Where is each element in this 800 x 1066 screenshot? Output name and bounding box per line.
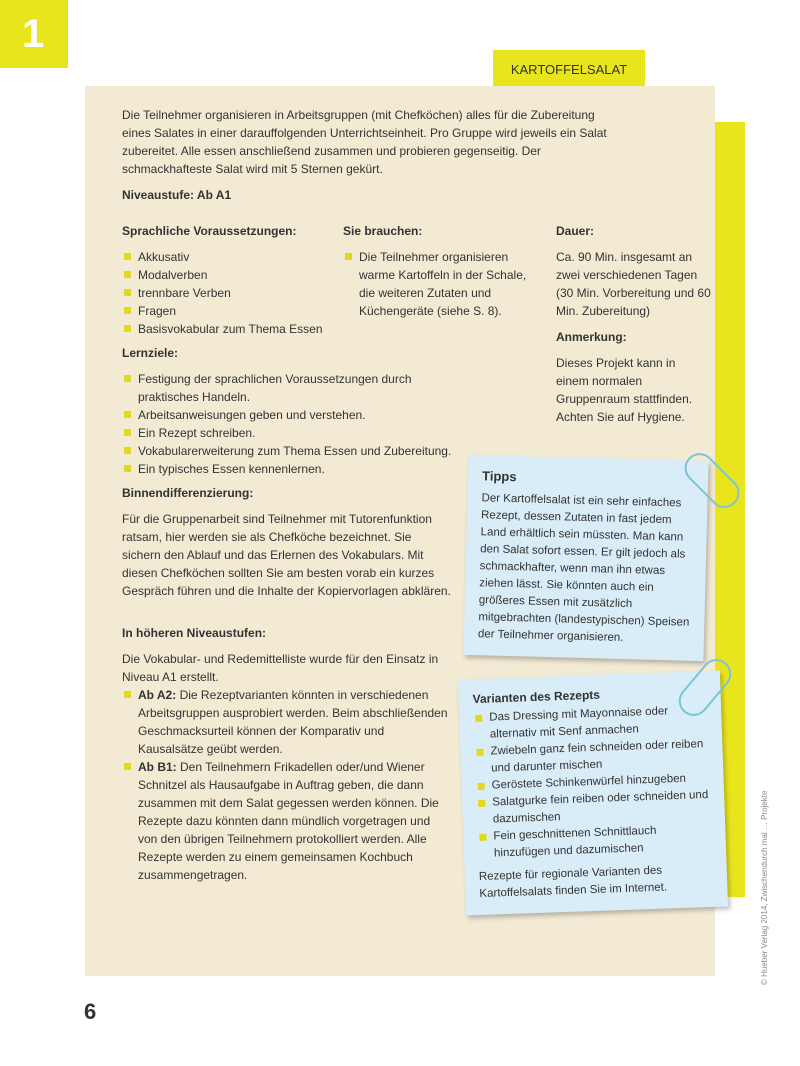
diff-section [122,484,452,600]
intro-text: Die Teilnehmer organisieren in Arbeitsgruppen (mit Chefköchen) alles für die Zubereitung eines Salates in einer darauffolgenden Unterrichtseinheit. Pro Gruppe wird jeweils ein Salat zubereitet. Alle essen anschließend zusammen und probieren gegenseitig. Der schmackhafteste Salat wird mit 5 Sternen gekürt. [122,108,607,176]
needs-section [343,222,543,320]
variants-heading: Varianten des Rezepts [472,687,601,707]
duration-section [556,222,711,426]
item-label: Ab A2: [138,688,177,702]
list-item: Ein Rezept schreiben. [122,424,457,442]
list-item: Modalverben [122,266,332,284]
duration-text: Ca. 90 Min. insgesamt an zwei verschiedenen Tagen (30 Min. Vorbereitung und 60 Min. Zubereitung) [556,250,711,318]
item-text: Die Rezeptvarianten könnten in verschiedenen Arbeitsgruppen ausprobiert werden. Beim abschließenden Geschmacksurteil können der Komparativ und Kausalsätze geübt werden. [138,688,448,756]
prereq-section [122,222,332,338]
list-item: trennbare Verben [122,284,332,302]
copyright: © Hueber Verlag 2014, Zwischendurch mal … Projekte [760,790,769,985]
goals-section [122,344,457,478]
prereq-heading: Sprachliche Voraussetzungen: [122,224,297,238]
list-item: Festigung der sprachlichen Voraussetzungen durch praktisches Handeln. [122,370,422,406]
tips-text: Der Kartoffelsalat ist ein sehr einfaches Rezept, dessen Zutaten in fast jedem Land erhältlich sein müssten. Man kann den Salat sofort essen. Er gilt jedoch als schmackhafter, wenn man ihn etwas ziehen lässt. Sie könnten auch ein größeres Essen mit zusätzlich mitgebrachten (landestypischen) Speisen der Teilnehmer organisieren. [477,492,690,645]
higher-heading: In höheren Niveaustufen: [122,626,267,640]
list-item: Fragen [122,302,332,320]
page-title: KARTOFFELSALAT [493,50,645,86]
list-item: Geröstete Schinkenwürfel hinzugeben [475,770,709,795]
diff-text: Für die Gruppenarbeit sind Teilnehmer mit Tutorenfunktion ratsam, hier werden sie als Chefköche bezeichnet. Sie sichern den Ablauf und das Erlernen des Vokabulars. Mit diesen Chefköchen sollten Sie am besten vorab ein kurzes Gespräch führen und die Inhalte der Kopiervorlagen abklären. [122,512,451,598]
variants-footer: Rezepte für regionale Varianten des Kartoffelsalats finden Sie im Internet. [478,864,668,901]
chapter-number: 1 [0,0,68,68]
page-number: 6 [84,999,97,1024]
higher-text: Die Vokabular- und Redemittelliste wurde für den Einsatz in Niveau A1 erstellt. [122,652,439,684]
tips-heading: Tipps [481,468,517,485]
list-item: Zwiebeln ganz fein schneiden oder reiben und darunter mischen [474,736,709,778]
item-label: Ab B1: [138,760,177,774]
higher-section [122,624,452,884]
list-item: Das Dressing mit Mayonnaise oder alternativ mit Senf anmachen [473,702,708,744]
diff-heading: Binnendifferenzierung: [122,486,254,500]
remark-heading: Anmerkung: [556,330,627,344]
list-item: Arbeitsanweisungen geben und verstehen. [122,406,457,424]
tips-note [463,455,708,661]
goals-heading: Lernziele: [122,346,179,360]
list-item [122,758,452,884]
list-item: Fein geschnittenen Schnittlauch hinzufügen und dazumischen [477,821,712,863]
remark-text: Dieses Projekt kann in einem normalen Gruppenraum stattfinden. Achten Sie auf Hygiene. [556,356,693,424]
needs-heading: Sie brauchen: [343,224,423,238]
duration-heading: Dauer: [556,224,595,238]
level-heading: Niveaustufe: Ab A1 [122,188,232,202]
list-item: Ein typisches Essen kennenlernen. [122,460,457,478]
list-item: Basisvokabular zum Thema Essen [122,320,332,338]
list-item [122,686,452,758]
list-item: Akkusativ [122,248,332,266]
list-item: Vokabularerweiterung zum Thema Essen und Zubereitung. [122,442,457,460]
list-item: Die Teilnehmer organisieren warme Kartoffeln in der Schale, die weiteren Zutaten und Küchengeräte (siehe S. 8). [343,248,543,320]
list-item: Salatgurke fein reiben oder schneiden und dazumischen [476,787,711,829]
item-text: Den Teilnehmern Frikadellen oder/und Wiener Schnitzel als Hausaufgabe in Auftrag geben, die dann zusammen mit dem Salat gegessen werden können. Die Rezepte dazu könnten dann mündlich vorgetragen und von den übrigen Teilnehmern protokolliert werden. Alle Rezepte werden zu einem gemeinsamen Kochbuch zusammengetragen. [138,760,439,882]
